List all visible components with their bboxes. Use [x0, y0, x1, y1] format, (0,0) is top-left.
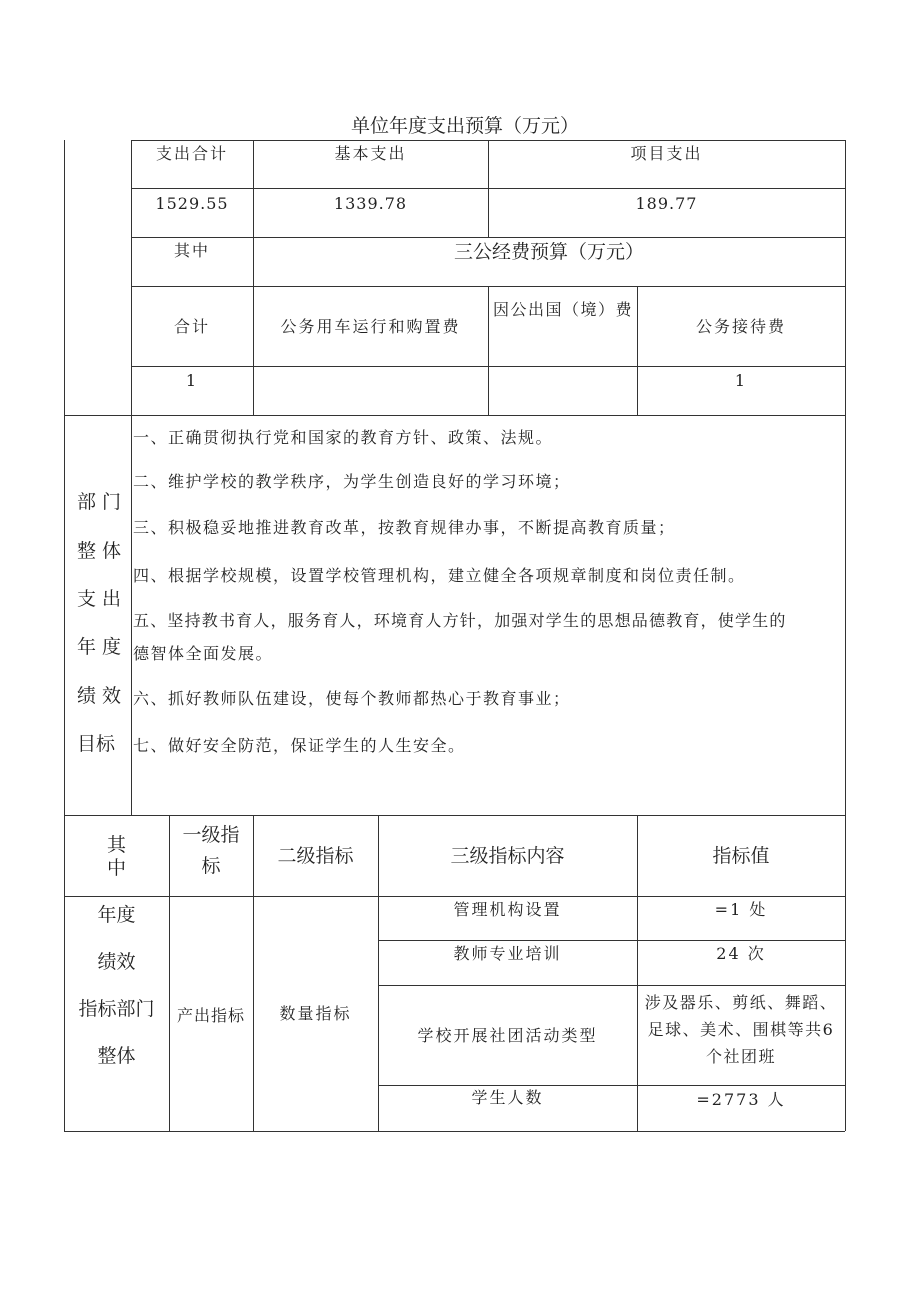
sangong-value-total: 1	[185, 371, 199, 390]
level1-value: 产出指标	[176, 1006, 245, 1025]
indicator-value-2: 24 次	[716, 944, 766, 963]
sangong-value-reception: 1	[734, 371, 748, 390]
goal-4: 四、根据学校规模，设置学校管理机构，建立健全各项规章制度和岗位责任制。	[133, 566, 746, 585]
goal-5: 五、坚持教书育人，服务育人，环境育人方针，加强对学生的思想品德教育，使学生的	[133, 611, 787, 630]
goal-7: 七、做好安全防范，保证学生的人生安全。	[133, 736, 466, 755]
indicator-content-1: 管理机构设置	[453, 900, 562, 919]
indicator-value-4: =2773 人	[696, 1090, 786, 1109]
sangong-header-reception: 公务接待费	[695, 317, 786, 336]
perf-label-1: 年度	[97, 904, 136, 926]
sangong-header-total: 合计	[173, 317, 210, 336]
goals-label-6: 目标	[77, 733, 116, 755]
perf-label-4: 整体	[97, 1045, 136, 1067]
goals-label-2: 整 体	[77, 540, 122, 562]
goals-label-5: 绩 效	[77, 685, 122, 707]
indicator-content-2: 教师专业培训	[453, 944, 562, 963]
indicator-value-3: 涉及器乐、剪纸、舞蹈、足球、美术、围棋等共6个社团班	[644, 993, 838, 1066]
goals-label-3: 支 出	[77, 588, 122, 610]
ind-header-level1-2: 标	[201, 855, 221, 877]
ind-header-level1-1: 一级指	[182, 824, 240, 846]
goal-1: 一、正确贯彻执行党和国家的教育方针、政策、法规。	[133, 428, 554, 447]
value-project-expenditure: 189.77	[635, 194, 698, 213]
goals-label-4: 年 度	[77, 636, 122, 658]
budget-title: 单位年度支出预算（万元）	[350, 115, 579, 137]
indicator-content-4: 学生人数	[471, 1088, 544, 1107]
perf-label-2: 绩效	[97, 951, 136, 973]
ind-header-value: 指标值	[712, 845, 770, 867]
ind-header-level2: 二级指标	[277, 845, 354, 867]
ind-header-qizhong-1: 其	[106, 834, 126, 856]
goals-label-1: 部 门	[77, 491, 122, 513]
goal-2: 二、维护学校的教学秩序，为学生创造良好的学习环境；	[133, 472, 571, 491]
ind-header-level3: 三级指标内容	[450, 845, 565, 867]
ind-header-qizhong-2: 中	[106, 857, 126, 879]
header-total-expenditure: 支出合计	[155, 144, 228, 163]
goal-3: 三、积极稳妥地推进教育改革，按教育规律办事，不断提高教育质量；	[133, 518, 676, 537]
value-basic-expenditure: 1339.78	[333, 194, 408, 213]
indicator-content-3: 学校开展社团活动类型	[417, 1026, 598, 1045]
value-total-expenditure: 1529.55	[155, 194, 229, 213]
sangong-title: 三公经费预算（万元）	[453, 241, 644, 263]
perf-label-3: 指标部门	[78, 998, 155, 1020]
sangong-header-vehicle: 公务用车运行和购置费	[280, 317, 461, 336]
header-basic-expenditure: 基本支出	[334, 144, 407, 163]
header-project-expenditure: 项目支出	[630, 144, 703, 163]
goal-5-cont: 德智体全面发展。	[133, 644, 274, 663]
level2-value: 数量指标	[279, 1004, 352, 1023]
goal-6: 六、抓好教师队伍建设，使每个教师都热心于教育事业；	[133, 689, 571, 708]
sangong-header-abroad: 因公出国（境）费	[492, 300, 633, 319]
indicator-value-1: =1 处	[714, 900, 768, 919]
qizhong-label: 其中	[173, 241, 210, 260]
